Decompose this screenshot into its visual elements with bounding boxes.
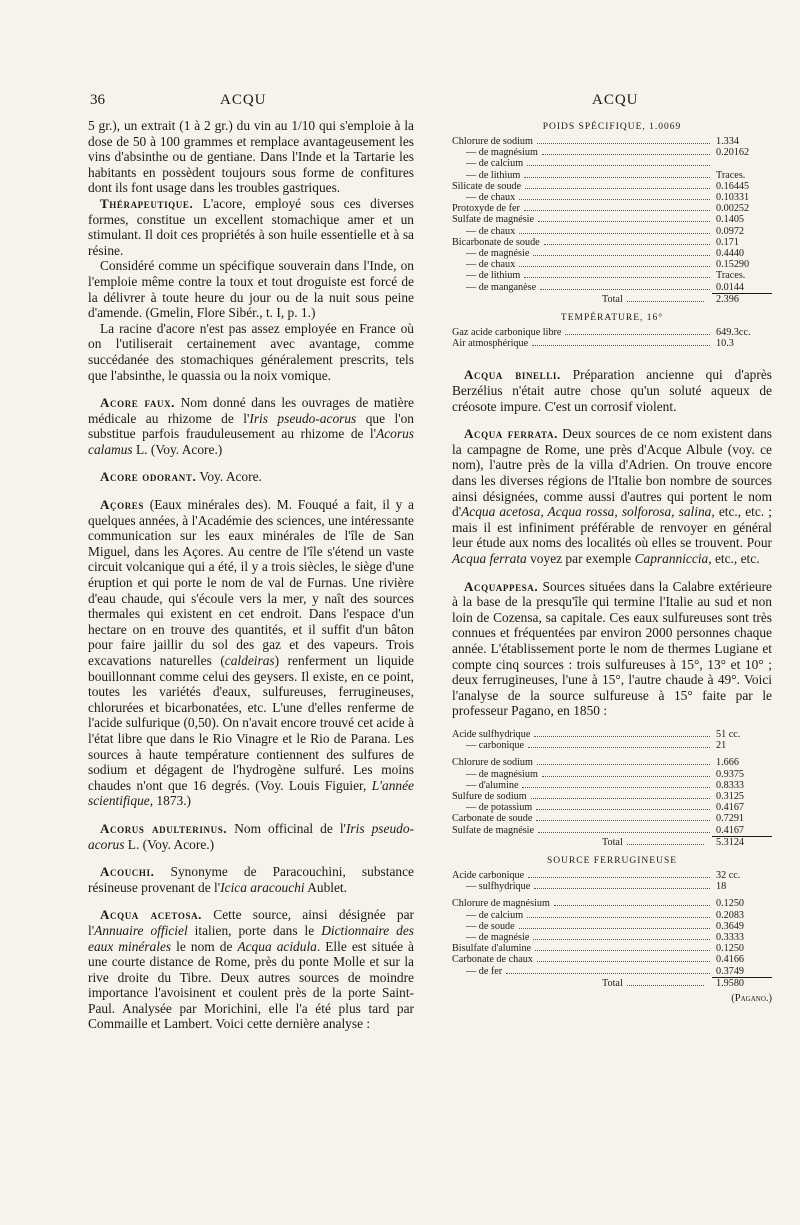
row-label-cell (452, 966, 712, 978)
table-row (452, 825, 772, 837)
entry-text: voyez par exemple (526, 550, 635, 566)
row-label-cell (452, 181, 712, 192)
table-row (452, 259, 772, 270)
row-value: 0.3749 (716, 965, 745, 977)
row-label-cell (452, 203, 712, 214)
row-label: Acide carbonique (452, 869, 525, 881)
dot-leader (527, 165, 710, 166)
row-label-cell (452, 338, 712, 349)
row-value: 21 (716, 740, 727, 752)
table-total-row (452, 977, 772, 989)
page-number: 36 (90, 92, 105, 108)
entry-head-acore-faux: Acore faux. (100, 395, 176, 411)
table-row (452, 192, 772, 203)
table-row (452, 248, 772, 259)
total-label (452, 836, 712, 848)
table-row (452, 769, 772, 780)
right-column (452, 118, 772, 1004)
dot-leader (537, 143, 710, 144)
table-row (452, 757, 772, 768)
entry-text: Préparation ancienne qui d'après Berzélius n'était autre chose qu'un soluté aqueux de créosote impure. C'est un corrosif violent. (452, 367, 772, 414)
row-label-cell (452, 954, 712, 965)
table-row (452, 729, 772, 740)
dot-leader (528, 747, 710, 748)
dot-leader (537, 764, 710, 765)
row-label: — de magnésie (466, 931, 530, 943)
table-row (452, 237, 772, 248)
paragraph-inde: Considéré comme un spécifique souverain dans l'Inde, on l'emploie même contre la toux et tout droguiste est forcé de la délivrer à toute heure du jour ou de la nuit sous peine d'amende. (Gmelin, Flore Sibér., t. I, p. 1.) (88, 258, 414, 321)
row-label: — de calcium (466, 909, 524, 921)
row-label: — de magnésie (466, 248, 530, 260)
row-label-cell (452, 226, 712, 237)
entry-acquappesa (452, 579, 772, 719)
total-value: 1.9580 (712, 977, 772, 989)
dot-leader (533, 939, 710, 940)
row-label: — de magnésium (466, 768, 538, 780)
row-value: 0.3333 (716, 931, 745, 943)
row-label: Sulfure de sodium (452, 790, 527, 802)
row-value: 0.4440 (716, 248, 745, 260)
row-label-cell (452, 943, 712, 954)
row-value: 0.1405 (716, 214, 745, 226)
row-label-cell (452, 932, 712, 943)
entry-acqua-acetosa (88, 907, 414, 1032)
entry-italic: Dictionnaire des eaux minérales (88, 922, 414, 954)
dot-leader (528, 877, 710, 878)
entry-head-acores: Açores (100, 497, 144, 513)
dot-leader (542, 776, 710, 777)
left-column (88, 118, 414, 1032)
row-value: 0.3649 (716, 920, 745, 932)
dot-leader (627, 844, 704, 845)
row-label: — de lithium (466, 270, 521, 282)
dot-leader (540, 289, 710, 290)
row-value: 18 (716, 881, 727, 893)
table-row (452, 881, 772, 892)
entry-head-acore-odorant: Acore odorant. (100, 469, 197, 485)
paragraph-france: La racine d'acore n'est pas assez employée en France où on l'utiliserait certainement avec avantage, comme succédanée des stomachiques généralement prescrits, tels que l'absinthe, le quassia ou la noix vomique. (88, 320, 414, 383)
row-value: 0.20162 (716, 147, 750, 159)
entry-text: L. (Voy. Acore.) (124, 836, 215, 852)
table-row (452, 158, 772, 169)
table-row (452, 813, 772, 824)
row-label: Bisulfate d'alumine (452, 943, 532, 955)
row-label-cell (452, 136, 712, 147)
dot-leader (544, 244, 710, 245)
table-row (452, 214, 772, 225)
entry-head-ferrata: Acqua ferrata. (464, 426, 558, 442)
table-row (452, 282, 772, 294)
row-label: — de chaux (466, 225, 516, 237)
row-label-cell (452, 757, 712, 768)
entry-acqua-ferrata (452, 426, 772, 566)
dot-leader (532, 345, 710, 346)
entry-head-binelli: Acqua binelli. (464, 367, 561, 383)
dot-leader (535, 950, 710, 951)
entry-italic: Capranniccia (634, 550, 709, 566)
table-row (452, 740, 772, 751)
dot-leader (534, 888, 710, 889)
entry-head-acouchi: Acouchi. (100, 864, 155, 880)
row-label-cell (452, 270, 712, 281)
table-row (452, 898, 772, 909)
row-label: — carbonique (466, 740, 524, 752)
entry-acqua-binelli (452, 367, 772, 414)
entry-acore-odorant (88, 469, 414, 485)
table-total-row (452, 293, 772, 305)
dot-leader (531, 798, 710, 799)
row-label-cell (452, 147, 712, 158)
signature: (Pagano.) (731, 992, 772, 1004)
total-label (452, 977, 712, 989)
table1-title: POIDS SPÉCIFIQUE, 1.0069 (542, 122, 682, 132)
dot-leader (519, 199, 710, 200)
entry-text: Deux sources de ce nom existent dans la campagne de Rome, une près d'Acque Albule (voy. ce nom), l'autre près de la villa d'Adrien. On trouve encore dans les diverses régions de l'Italie bon nombre de sources ainsi désignées, comme aussi d'autres qui portent le nom d' (452, 426, 773, 520)
row-label: Bicarbonate de soude (452, 236, 540, 248)
row-label-cell (452, 769, 712, 780)
row-value: 51 cc. (716, 728, 741, 740)
row-label-cell (452, 740, 712, 751)
row-label: Silicate de soude (452, 180, 522, 192)
dot-leader (627, 301, 704, 302)
row-label-cell (452, 910, 712, 921)
row-label: Protoxyde de fer (452, 203, 520, 215)
analysis-table-sulfureuse (452, 729, 772, 751)
entry-italic: Acqua acidula (237, 938, 317, 954)
dot-leader (538, 221, 710, 222)
row-label-cell (452, 813, 712, 824)
row-value: 0.10331 (716, 192, 750, 204)
table-row (452, 338, 772, 349)
paragraph-therapeutique (88, 196, 414, 258)
entry-text: , etc., etc. (708, 550, 760, 566)
entry-text: le nom de (171, 938, 238, 954)
entry-acore-faux (88, 395, 414, 457)
dot-leader (534, 736, 710, 737)
entry-text: , 1873.) (149, 793, 192, 809)
entry-text: Synonyme de Paracouchini, substance résineuse provenant de l' (88, 864, 414, 895)
row-label: — de soude (466, 920, 515, 932)
table-row (452, 780, 772, 791)
row-label: Gaz acide carbonique libre (452, 327, 562, 339)
row-label-cell (452, 158, 712, 169)
entry-acores (88, 497, 414, 809)
table-row (452, 203, 772, 214)
row-label-cell (452, 729, 712, 740)
table-row (452, 791, 772, 802)
dot-leader (519, 266, 710, 267)
entry-text: Sources situées dans la Calabre extérieure à la base de la presqu'île qui termine l'Italie au sud et non loin de Cozensa, sa capitale. Ces eaux sulfureuses sont très connues et fréquentées par environ 2000 personnes chaque année. L'établissement porte le nom de thermes Lugiane et compte cinq sources : trois sulfureuses à 15°, 13° et 10° ; deux ferrugineuses, l'une à 15°, l'autre chaude à 49°. Voici l'analyse de la source sulfureuse à 15° faite par le professeur Pagano, en 1850 : (452, 578, 772, 719)
analysis-table-sulfureuse-salts (452, 757, 772, 848)
row-label: Acide sulfhydrique (452, 728, 531, 740)
dot-leader (527, 917, 710, 918)
row-label-cell (452, 327, 712, 338)
row-value: 0.4166 (716, 954, 745, 966)
dot-leader (537, 961, 710, 962)
dot-leader (554, 905, 710, 906)
paragraph-extract: 5 gr.), un extrait (1 à 2 gr.) du vin au 1/10 qui s'emploie à la dose de 50 à 100 grammes et remplace avantageusement les vins d'absinthe ou de gentiane. Dans l'Inde et la Tartarie les habitants en possèdent toujours sous forme de confitures dont ils font usage dans les troubles gastriques. (88, 118, 414, 196)
temperature-title: TEMPÉRATURE, 16° (560, 313, 664, 324)
entry-head-acorus: Acorus adulterinus. (100, 820, 228, 836)
entry-text: Nom officinal de l' (227, 820, 346, 836)
row-value: 0.1250 (716, 898, 745, 910)
row-label-cell (452, 825, 712, 837)
row-label-cell (452, 192, 712, 203)
row-label-cell (452, 921, 712, 932)
entry-head-acquappesa: Acquappesa. (464, 578, 539, 594)
row-value: 0.0144 (716, 281, 745, 293)
table-row (452, 226, 772, 237)
row-label: — de manganèse (466, 282, 537, 294)
entry-text: (Eaux minérales des). M. Fouqué a fait, il y a quelques années, à l'Académie des sciences, une intéressante communication sur les eaux minérales de l'île de San Miguel, dans les Açores. Au centre de l'île s'étend un vaste circuit volcanique qui a été, il y a trois siècles, le siège d'une éruption et qui porte le nom de val de Furnas. Une rivière d'eau chaude, qui s'écoule vers la mer, y naît des sources thermales qui existent en cet endroit. Dans l'espace d'un hectare on en trouve des quantités, et il suffit d'un bâton pour faire jaillir du sol des gaz et des vapeurs. Trois excavations naturelles ( (88, 497, 414, 668)
dot-leader (565, 334, 710, 335)
total-label-text: Total (602, 293, 623, 305)
row-label: Chlorure de magnésium (452, 898, 550, 910)
row-label: — de chaux (466, 259, 516, 271)
table-row (452, 921, 772, 932)
dot-leader (533, 255, 710, 256)
row-value: Traces. (716, 270, 746, 282)
dot-leader (519, 233, 710, 234)
row-label-cell (452, 170, 712, 181)
entry-italic: Icica aracouchi (220, 879, 305, 895)
entry-acorus-adulterinus (88, 821, 414, 852)
table-row (452, 136, 772, 147)
gas-table-acetosa (452, 327, 772, 349)
table-row (452, 932, 772, 943)
table-total-row (452, 836, 772, 848)
dot-leader (627, 985, 704, 986)
total-label-text: Total (602, 977, 623, 989)
row-value: 10.3 (716, 338, 734, 350)
table-row (452, 327, 772, 338)
row-value: 0.00252 (716, 203, 750, 215)
row-value: 1.334 (716, 136, 739, 147)
text-therapeutique: L'acore, employé sous ces diverses formes, constitue un excellent stomachique amer et un stimulant. Il doit ces propriétés à son huile essentielle et à sa résine. (88, 195, 414, 258)
table-row (452, 966, 772, 978)
row-label: Chlorure de sodium (452, 757, 533, 769)
row-label-cell (452, 282, 712, 294)
entry-italic: Iris pseudo-acorus (88, 820, 414, 852)
row-label-cell (452, 248, 712, 259)
table-row (452, 181, 772, 192)
dot-leader (524, 277, 710, 278)
row-value: Traces. (716, 169, 746, 181)
dot-leader (536, 809, 710, 810)
dot-leader (522, 787, 710, 788)
row-value: 0.1250 (716, 943, 745, 955)
total-value: 5.3124 (712, 836, 772, 848)
row-value: 0.8333 (716, 779, 745, 791)
table-row (452, 270, 772, 281)
dot-leader (519, 928, 710, 929)
entry-text: . Elle est située à une courte distance de Rome, près du ponte Molle et sur la rive droite du Tibre. Deux autres sources de moindre importance l'avoisinent et coulent près de la porte Saint-Paul. Analysée par Morichini, elle l'a été plus tard par Commaille et Lambert. Voici cette dernière analyse : (88, 938, 415, 1032)
table-row (452, 170, 772, 181)
entry-text: Voy. Acore. (196, 469, 262, 485)
entry-italic: caldeiras (224, 653, 275, 668)
analysis-table-ferrugineuse (452, 898, 772, 989)
row-label: Air atmosphérique (452, 338, 529, 350)
row-value: 649.3cc. (716, 327, 751, 339)
entry-italic: Annuaire officiel (94, 922, 188, 938)
dot-leader (538, 832, 710, 833)
row-value: 1.666 (716, 757, 739, 769)
entry-text: , etc., etc. ; mais il est infiniment préférable de renvoyer en général leur étude aux noms des localités où elles se trouvent. Pour (452, 504, 773, 551)
row-label-cell (452, 898, 712, 909)
dot-leader (524, 210, 710, 211)
row-value: 0.15290 (716, 259, 750, 271)
entry-acouchi (88, 864, 414, 895)
row-label-cell (452, 802, 712, 813)
analysis-table-acetosa (452, 136, 772, 305)
row-label: Carbonate de chaux (452, 954, 533, 966)
total-value: 2.396 (712, 293, 772, 305)
dot-leader (525, 188, 710, 189)
running-head-left: ACQU (220, 92, 267, 108)
entry-text: que l'on substitue parfois frauduleusement au rhizome de l' (88, 410, 415, 442)
entry-text: Cette source, ainsi désignée par l' (88, 907, 415, 938)
row-label: — de fer (466, 966, 503, 978)
entry-italic: Acorus calamus (88, 426, 414, 457)
table-row (452, 910, 772, 921)
row-label-cell (452, 780, 712, 791)
dot-leader (536, 820, 710, 821)
table-row (452, 943, 772, 954)
row-label: — de potassium (466, 802, 533, 814)
dot-leader (506, 973, 710, 974)
entry-text: italien, porte dans le (187, 922, 322, 938)
entry-text: ) renferment un liquide bouillonnant comme celui des geysers. Il existe, en ce point, toutes les variétés d'eaux, sulfureuses, ferrugineuses, chlorurées et bicarbonatées, etc. L'une d'elles renferme de l'acide sulfurique (0,50). On n'avait encore trouvé cet acide à l'état libre que dans le Rio Vinagre et le Rio de Parana. Les sources à haute température contiennent des sulfures de sodium et dégagent de l'hydrogène sulfuré. Les moins chaudes n'ont que 16 degrés. (Voy. Louis Figuier, (88, 653, 414, 793)
row-value: 0.171 (716, 236, 739, 248)
entry-italic: Iris pseudo-acorus (249, 410, 357, 426)
row-label-cell (452, 214, 712, 225)
subhead-therapeutique: Thérapeutique. (100, 195, 194, 211)
table-row (452, 870, 772, 881)
row-value: 0.9375 (716, 768, 745, 780)
row-value: 0.2083 (716, 909, 745, 921)
row-label: Sulfate de magnésie (452, 214, 535, 226)
row-label: — sulfhydrique (466, 881, 531, 893)
row-label-cell (452, 870, 712, 881)
row-label: Carbonate de soude (452, 813, 533, 825)
row-value: 32 cc. (716, 869, 741, 881)
row-value: 0.4167 (716, 824, 745, 836)
row-label: — d'alumine (466, 779, 519, 791)
row-value: 0.7291 (716, 813, 745, 825)
table-row (452, 802, 772, 813)
dot-leader (524, 177, 710, 178)
analysis-table-ferrugineuse-gas (452, 870, 772, 892)
row-label-cell (452, 237, 712, 248)
entry-text: Aublet. (304, 879, 347, 895)
table3-title: SOURCE FERRUGINEUSE (546, 855, 678, 866)
entry-italic: Acqua acetosa, Acqua rossa, solforosa, salina (461, 504, 712, 520)
row-label: — de lithium (466, 169, 521, 181)
entry-text: L. (Voy. Acore.) (132, 441, 223, 457)
row-label: — de calcium (466, 158, 524, 170)
total-label (452, 293, 712, 305)
entry-italic: L'année scientifique (88, 777, 414, 809)
row-label-cell (452, 259, 712, 270)
row-label: — de chaux (466, 192, 516, 204)
row-label: — de magnésium (466, 147, 538, 159)
entry-text: Nom donné dans les ouvrages de matière médicale au rhizome de l' (88, 395, 414, 426)
row-value (712, 158, 772, 169)
table-row (452, 147, 772, 158)
row-label: Sulfate de magnésie (452, 825, 535, 837)
entry-italic: Acqua ferrata (452, 550, 527, 566)
total-label-text: Total (602, 836, 623, 848)
dot-leader (542, 154, 710, 155)
row-value: 0.4167 (716, 802, 745, 814)
row-value: 0.3125 (716, 790, 745, 802)
row-label-cell (452, 791, 712, 802)
entry-head-acetosa: Acqua acetosa. (100, 907, 203, 923)
table-row (452, 954, 772, 965)
row-value: 0.16445 (716, 180, 750, 192)
running-head-right: ACQU (592, 92, 639, 108)
row-label: Chlorure de sodium (452, 136, 533, 147)
row-label-cell (452, 881, 712, 892)
row-value: 0.0972 (716, 225, 745, 237)
